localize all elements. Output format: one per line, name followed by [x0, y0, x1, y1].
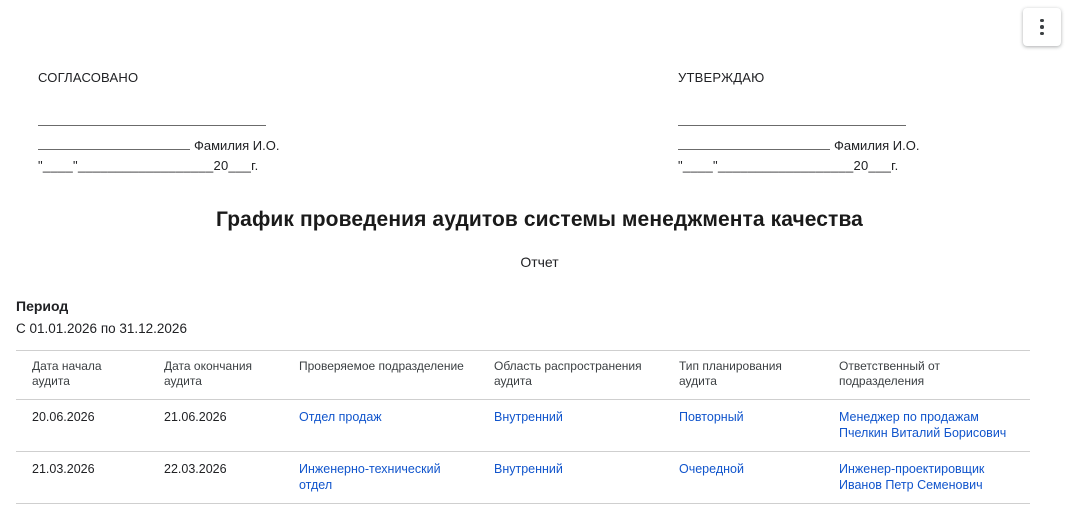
cell-responsible-position: Менеджер по продажам — [839, 410, 979, 424]
approval-heading-approved: УТВЕРЖДАЮ — [678, 70, 765, 85]
cell-responsible[interactable] — [823, 452, 1030, 504]
column-header-end-date: Дата окончания аудита — [148, 351, 283, 400]
approvals-section — [0, 70, 1079, 190]
page-title: График проведения аудитов системы менеджмента качества — [216, 208, 863, 231]
cell-responsible-name: Пчелкин Виталий Борисович — [839, 426, 1007, 440]
audit-schedule-table — [16, 350, 1030, 504]
cell-scope[interactable]: Внутренний — [478, 400, 663, 452]
approval-block-agreed — [38, 70, 368, 175]
signature-underline — [678, 138, 830, 150]
signature-name-row-approved — [678, 137, 1008, 154]
cell-plan-type[interactable]: Очередной — [663, 452, 823, 504]
cell-scope[interactable]: Внутренний — [478, 452, 663, 504]
signature-rule-line — [678, 125, 906, 126]
period-value: С 01.01.2026 по 31.12.2026 — [16, 321, 187, 336]
signature-name-row-agreed — [38, 137, 368, 154]
cell-department[interactable]: Отдел продаж — [283, 400, 478, 452]
approval-heading-agreed: СОГЛАСОВАНО — [38, 70, 139, 85]
approval-block-approved — [678, 70, 1008, 175]
column-header-responsible: Ответственный от подразделения — [823, 351, 1030, 400]
cell-end-date: 21.06.2026 — [148, 400, 283, 452]
cell-start-date: 21.03.2026 — [16, 452, 148, 504]
signature-underline — [38, 138, 190, 150]
signature-date-row-agreed: "____"__________________20___г. — [38, 158, 259, 173]
page-subtitle: Отчет — [520, 254, 559, 270]
cell-end-date: 22.03.2026 — [148, 452, 283, 504]
cell-responsible[interactable] — [823, 400, 1030, 452]
column-header-scope: Область распространения аудита — [478, 351, 663, 400]
cell-start-date: 20.06.2026 — [16, 400, 148, 452]
cell-responsible-position: Инженер-проектировщик — [839, 462, 985, 476]
signature-date-row-approved: "____"__________________20___г. — [678, 158, 899, 173]
column-header-department: Проверяемое подразделение — [283, 351, 478, 400]
column-header-plan-type: Тип планирования аудита — [663, 351, 823, 400]
table-header-row — [16, 351, 1030, 400]
table-row — [16, 452, 1030, 504]
table-row — [16, 400, 1030, 452]
signature-name-label-agreed: Фамилия И.О. — [194, 138, 280, 153]
cell-plan-type[interactable]: Повторный — [663, 400, 823, 452]
cell-responsible-name: Иванов Петр Семенович — [839, 478, 983, 492]
signature-rule-line — [38, 125, 266, 126]
signature-name-label-approved: Фамилия И.О. — [834, 138, 920, 153]
cell-department[interactable]: Инженерно-технический отдел — [283, 452, 478, 504]
column-header-start-date: Дата начала аудита — [16, 351, 148, 400]
period-label: Период — [16, 298, 69, 314]
